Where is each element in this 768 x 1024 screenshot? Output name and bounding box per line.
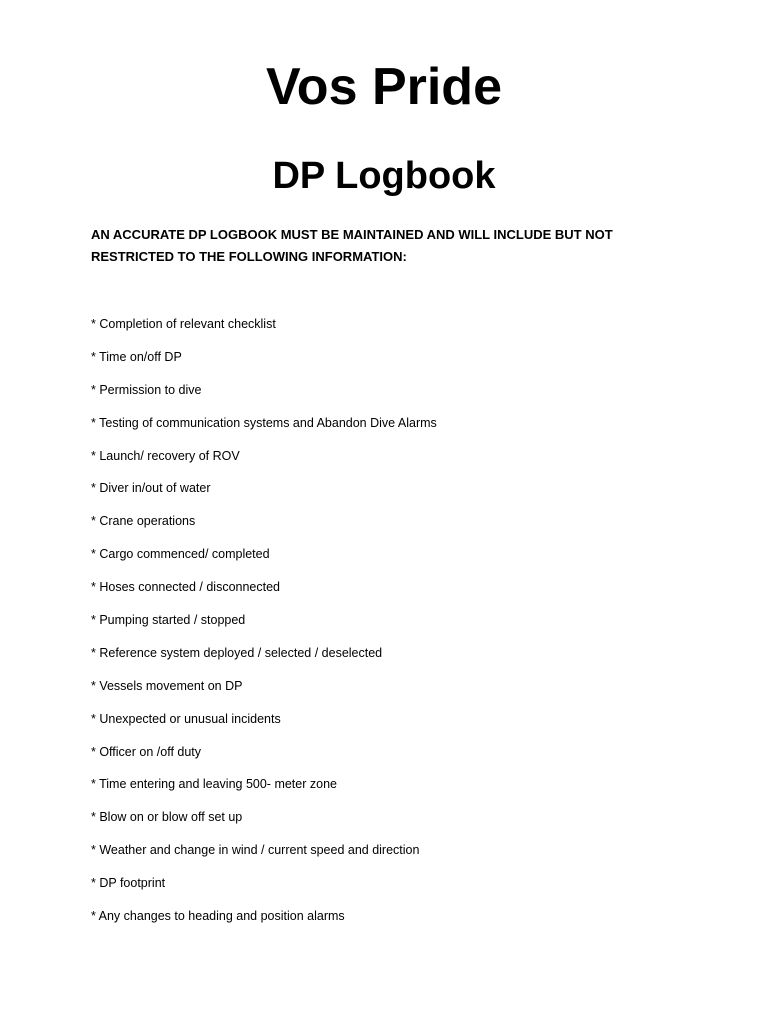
document-title: Vos Pride (265, 58, 502, 116)
list-item: * Blow on or blow off set up (91, 810, 243, 825)
list-item: * Cargo commenced/ completed (91, 547, 270, 562)
list-item: * Any changes to heading and position alarms (91, 909, 345, 924)
list-item: * Weather and change in wind / current speed and direction (91, 843, 420, 858)
list-item: * Vessels movement on DP (91, 678, 243, 693)
list-item: * Officer on /off duty (91, 744, 202, 759)
list-item: * Unexpected or unusual incidents (91, 711, 281, 726)
list-item: * Time entering and leaving 500- meter zone (91, 777, 337, 792)
list-item: * Pumping started / stopped (91, 613, 246, 628)
list-item: * Time on/off DP (91, 349, 182, 364)
list-item: * Crane operations (91, 514, 196, 529)
document-subtitle: DP Logbook (272, 155, 496, 197)
list-item: * Permission to dive (91, 382, 202, 397)
list-item: * Diver in/out of water (91, 481, 211, 496)
list-item: * Hoses connected / disconnected (91, 580, 281, 595)
list-item: * Launch/ recovery of ROV (91, 448, 240, 463)
intro-paragraph: AN ACCURATE DP LOGBOOK MUST BE MAINTAINED AND WILL INCLUDE BUT NOT RESTRICTED TO THE FOLLOWING INFORMATION: (91, 227, 613, 264)
logbook-items-list (91, 314, 691, 939)
list-item: * Completion of relevant checklist (91, 317, 276, 331)
list-item: * DP footprint (91, 876, 166, 891)
list-item: * Testing of communication systems and Abandon Dive Alarms (91, 415, 437, 430)
list-item: * Reference system deployed / selected / deselected (91, 645, 383, 660)
